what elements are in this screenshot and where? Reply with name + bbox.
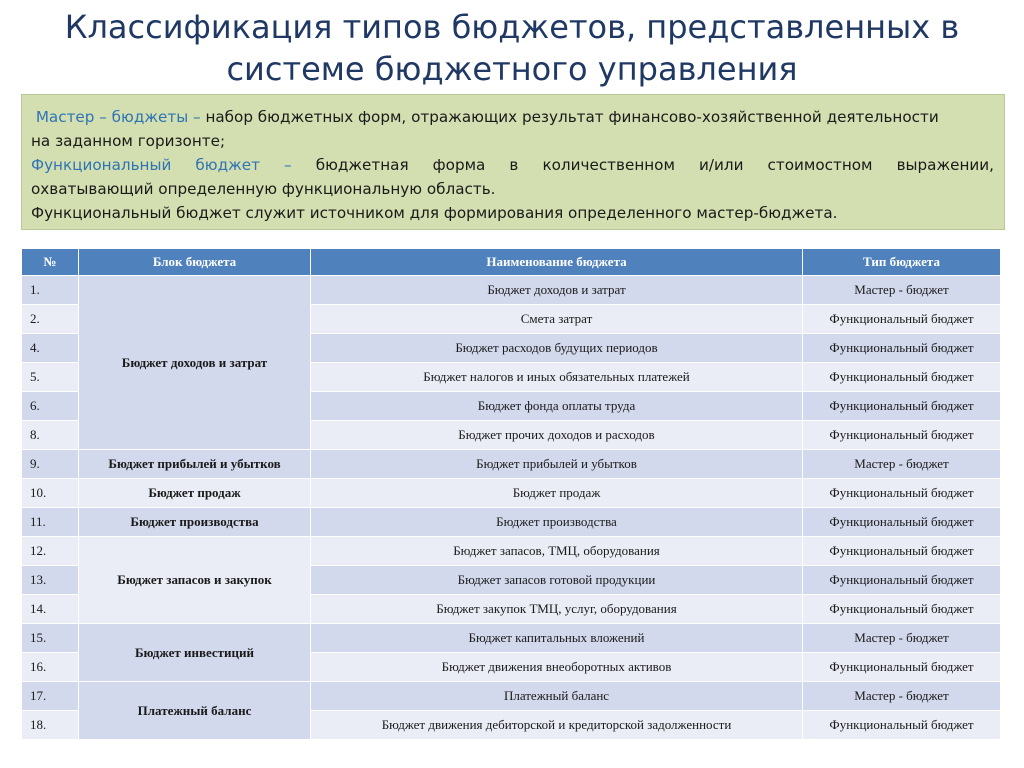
budget-table xyxy=(21,248,1001,740)
budget-type: Мастер - бюджет xyxy=(803,450,1001,479)
row-number: 15. xyxy=(22,624,79,653)
row-number: 10. xyxy=(22,479,79,508)
definitions-box xyxy=(21,94,1005,230)
header-type: Тип бюджета xyxy=(803,249,1001,276)
title-line-2: системе бюджетного управления xyxy=(226,50,798,88)
budget-name: Бюджет движения внеоборотных активов xyxy=(311,653,803,682)
header-name: Наименование бюджета xyxy=(311,249,803,276)
row-number: 18. xyxy=(22,711,79,740)
budget-type: Функциональный бюджет xyxy=(803,479,1001,508)
functional-text: бюджетная форма в количественном и/или стоимостном выражении, xyxy=(315,156,994,174)
budget-type: Функциональный бюджет xyxy=(803,363,1001,392)
budget-name: Бюджет производства xyxy=(311,508,803,537)
budget-type: Функциональный бюджет xyxy=(803,566,1001,595)
table-row xyxy=(22,479,1001,508)
budget-name: Бюджет доходов и затрат xyxy=(311,276,803,305)
block-profit-loss: Бюджет прибылей и убытков xyxy=(79,450,311,479)
header-block: Блок бюджета xyxy=(79,249,311,276)
table-row xyxy=(22,537,1001,566)
row-number: 4. xyxy=(22,334,79,363)
table-row xyxy=(22,624,1001,653)
row-number: 16. xyxy=(22,653,79,682)
row-number: 2. xyxy=(22,305,79,334)
block-production: Бюджет производства xyxy=(79,508,311,537)
budget-type: Функциональный бюджет xyxy=(803,305,1001,334)
budget-name: Смета затрат xyxy=(311,305,803,334)
budget-type: Мастер - бюджет xyxy=(803,682,1001,711)
table-header-row xyxy=(22,249,1001,276)
row-number: 5. xyxy=(22,363,79,392)
budget-name: Бюджет закупок ТМЦ, услуг, оборудования xyxy=(311,595,803,624)
row-number: 14. xyxy=(22,595,79,624)
budget-name: Бюджет прибылей и убытков xyxy=(311,450,803,479)
master-term: Мастер – бюджеты – xyxy=(35,108,201,126)
budget-name: Бюджет капитальных вложений xyxy=(311,624,803,653)
budget-type: Функциональный бюджет xyxy=(803,334,1001,363)
table-row xyxy=(22,276,1001,305)
budget-name: Бюджет расходов будущих периодов xyxy=(311,334,803,363)
budget-name: Бюджет фонда оплаты труда xyxy=(311,392,803,421)
budget-name: Бюджет налогов и иных обязательных платежей xyxy=(311,363,803,392)
row-number: 6. xyxy=(22,392,79,421)
master-text: набор бюджетных форм, отражающих результат финансово-хозяйственной деятельности xyxy=(205,108,939,126)
budget-type: Функциональный бюджет xyxy=(803,711,1001,740)
row-number: 11. xyxy=(22,508,79,537)
functional-definition xyxy=(31,153,994,177)
row-number: 1. xyxy=(22,276,79,305)
title-line-1: Классификация типов бюджетов, представленных в xyxy=(64,8,960,46)
budget-type: Функциональный бюджет xyxy=(803,653,1001,682)
row-number: 17. xyxy=(22,682,79,711)
block-payment-balance: Платежный баланс xyxy=(79,682,311,740)
budget-type: Функциональный бюджет xyxy=(803,508,1001,537)
budget-type: Мастер - бюджет xyxy=(803,276,1001,305)
budget-name: Бюджет продаж xyxy=(311,479,803,508)
budget-type: Функциональный бюджет xyxy=(803,392,1001,421)
budget-name: Бюджет движения дебиторской и кредиторской задолженности xyxy=(311,711,803,740)
functional-definition-cont: охватывающий определенную функциональную область. xyxy=(31,180,496,198)
budget-name: Платежный баланс xyxy=(311,682,803,711)
table-row xyxy=(22,682,1001,711)
budget-name: Бюджет прочих доходов и расходов xyxy=(311,421,803,450)
budget-type: Функциональный бюджет xyxy=(803,537,1001,566)
budget-type: Мастер - бюджет xyxy=(803,624,1001,653)
functional-note: Функциональный бюджет служит источником для формирования определенного мастер-бюджета. xyxy=(31,204,838,222)
block-income-expenses: Бюджет доходов и затрат xyxy=(79,276,311,450)
master-definition-cont: на заданном горизонте; xyxy=(31,132,226,150)
table-row xyxy=(22,450,1001,479)
budget-type: Функциональный бюджет xyxy=(803,421,1001,450)
page-title xyxy=(0,6,1024,90)
row-number: 13. xyxy=(22,566,79,595)
budget-name: Бюджет запасов готовой продукции xyxy=(311,566,803,595)
budget-type: Функциональный бюджет xyxy=(803,595,1001,624)
header-number: № xyxy=(22,249,79,276)
row-number: 12. xyxy=(22,537,79,566)
block-sales: Бюджет продаж xyxy=(79,479,311,508)
master-definition xyxy=(31,105,994,129)
block-investments: Бюджет инвестиций xyxy=(79,624,311,682)
row-number: 9. xyxy=(22,450,79,479)
functional-term: Функциональный бюджет – xyxy=(31,156,292,174)
row-number: 8. xyxy=(22,421,79,450)
block-inventory-purchases: Бюджет запасов и закупок xyxy=(79,537,311,624)
table-row xyxy=(22,508,1001,537)
budget-name: Бюджет запасов, ТМЦ, оборудования xyxy=(311,537,803,566)
